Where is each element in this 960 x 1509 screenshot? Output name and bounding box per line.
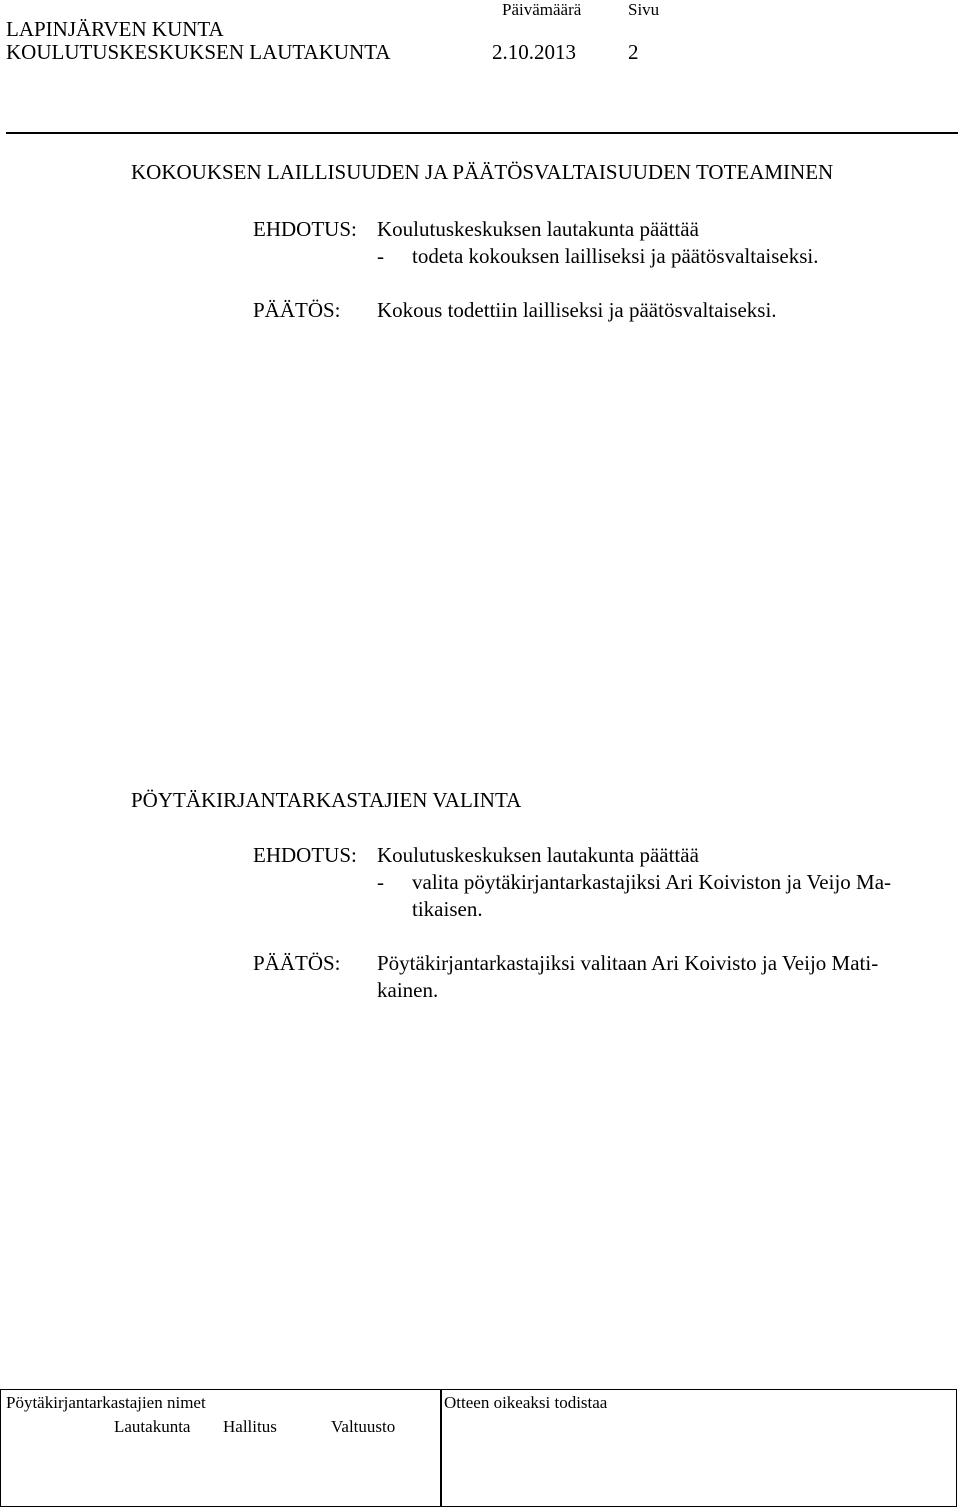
certification-label: Otteen oikeaksi todistaa [444,1393,608,1412]
organization-name: LAPINJÄRVEN KUNTA [6,17,224,41]
proposal-text: Koulutuskeskuksen lautakunta päättää [377,217,699,241]
date-label: Päivämäärä [502,0,582,19]
meeting-date: 2.10.2013 [492,40,576,64]
committee-name: KOULUTUSKESKUKSEN LAUTAKUNTA [6,40,391,64]
proposal-item-continued: tikaisen. [412,897,483,921]
header-divider [6,132,958,134]
proposal-dash: - [377,870,384,894]
decision-text: Kokous todettiin lailliseksi ja päätösvaltaiseksi. [377,298,777,322]
decision-text-continued: kainen. [377,978,439,1002]
proposal-dash: - [377,244,384,268]
footer-column-government: Hallitus [223,1417,277,1436]
proposal-label: EHDOTUS: [253,843,357,867]
section-title-inspectors: PÖYTÄKIRJANTARKASTAJIEN VALINTA [131,788,522,812]
footer-column-board: Lautakunta [114,1417,191,1436]
page-label: Sivu [628,0,660,19]
proposal-text: Koulutuskeskuksen lautakunta päättää [377,843,699,867]
inspectors-names-label: Pöytäkirjantarkastajien nimet [6,1393,206,1412]
page-number: 2 [628,40,639,64]
proposal-item: valita pöytäkirjantarkastajiksi Ari Koiviston ja Veijo Ma- [412,870,892,894]
decision-label: PÄÄTÖS: [253,951,341,975]
proposal-item: todeta kokouksen lailliseksi ja päätösvaltaiseksi. [412,244,819,268]
footer-column-council: Valtuusto [331,1417,396,1436]
decision-label: PÄÄTÖS: [253,298,341,322]
section-title-legality: KOKOUKSEN LAILLISUUDEN JA PÄÄTÖSVALTAISUUDEN TOTEAMINEN [131,160,834,184]
proposal-label: EHDOTUS: [253,217,357,241]
decision-text: Pöytäkirjantarkastajiksi valitaan Ari Koivisto ja Veijo Mati- [377,951,879,975]
footer-column-divider [440,1389,442,1507]
